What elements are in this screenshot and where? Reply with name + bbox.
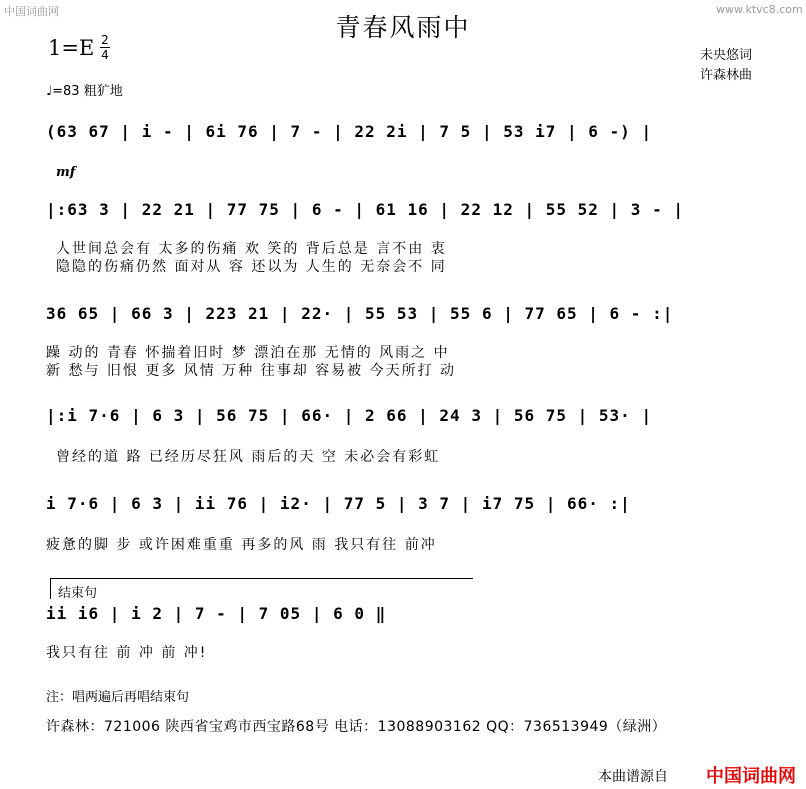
composer-credit: 许森林曲 [700, 68, 753, 83]
system-2-lyrics-verse-2: 隐隐的伤痛仍然 面对从 容 还以为 人生的 无奈会不 同 [56, 259, 447, 275]
source-brand-link[interactable]: 中国词曲网 [706, 766, 796, 787]
source-label: 本曲谱源自 [598, 769, 668, 785]
system-6-lyrics: 我只有往 前 冲 前 冲! [46, 645, 208, 661]
tempo-marking: ♩=83 粗犷地 [46, 84, 123, 99]
system-4-lyrics: 曾经的道 路 已经历尽狂风 雨后的天 空 未必会有彩虹 [56, 449, 441, 465]
system-4-notes: |:i 7·6 | 6 3 | 56 75 | 66· | 2 66 | 24 3 | 56 75 | 53· | [46, 406, 653, 425]
system-3-notes: 36 65 | 66 3 | 223 21 | 22· | 55 53 | 55 6 | 77 65 | 6 - :| [46, 304, 674, 323]
system-2-notes: |:63 3 | 22 21 | 77 75 | 6 - | 61 16 | 22 12 | 55 52 | 3 - | [46, 200, 684, 219]
time-signature [100, 34, 110, 61]
system-5-notes: i 7·6 | 6 3 | ii 76 | i2· | 77 5 | 3 7 | i7 75 | 66· :| [46, 494, 631, 513]
meter-top: 2 [101, 33, 109, 47]
song-title: 青春风雨中 [335, 13, 471, 42]
ending-label: 结束句 [58, 586, 98, 601]
lyricist-credit: 未央悠词 [700, 48, 753, 63]
system-3-lyrics-verse-2: 新 愁与 旧恨 更多 风情 万种 往事却 容易被 今天所打 动 [46, 363, 457, 379]
performance-note: 注：唱两遍后再唱结束句 [46, 690, 190, 705]
watermark-right: www.ktvc8.com [716, 3, 803, 16]
meter-bottom: 4 [101, 48, 109, 62]
dynamic-marking: mf [56, 165, 76, 180]
system-6-notes: ii i6 | i 2 | 7 - | 7 05 | 6 0 ‖ [46, 604, 387, 623]
contact-line: 许森林：721006 陕西省宝鸡市西宝路68号 电话：13088903162 QQ：736513949（绿洲） [46, 719, 667, 735]
system-1-notes: (63 67 | i - | 6i 76 | 7 - | 22 2i | 7 5 | 53 i7 | 6 -) | [46, 122, 653, 141]
watermark-left: 中国词曲网 [4, 5, 59, 18]
key-signature: 1=E [48, 36, 95, 60]
ending-bracket [50, 578, 473, 599]
system-2-lyrics-verse-1: 人世间总会有 太多的伤痛 欢 笑的 背后总是 言不由 衷 [56, 241, 447, 257]
system-3-lyrics-verse-1: 躁 动的 青春 怀揣着旧时 梦 漂泊在那 无情的 风雨之 中 [46, 345, 450, 361]
system-5-lyrics: 疲惫的脚 步 或许困难重重 再多的风 雨 我只有往 前冲 [46, 537, 437, 553]
